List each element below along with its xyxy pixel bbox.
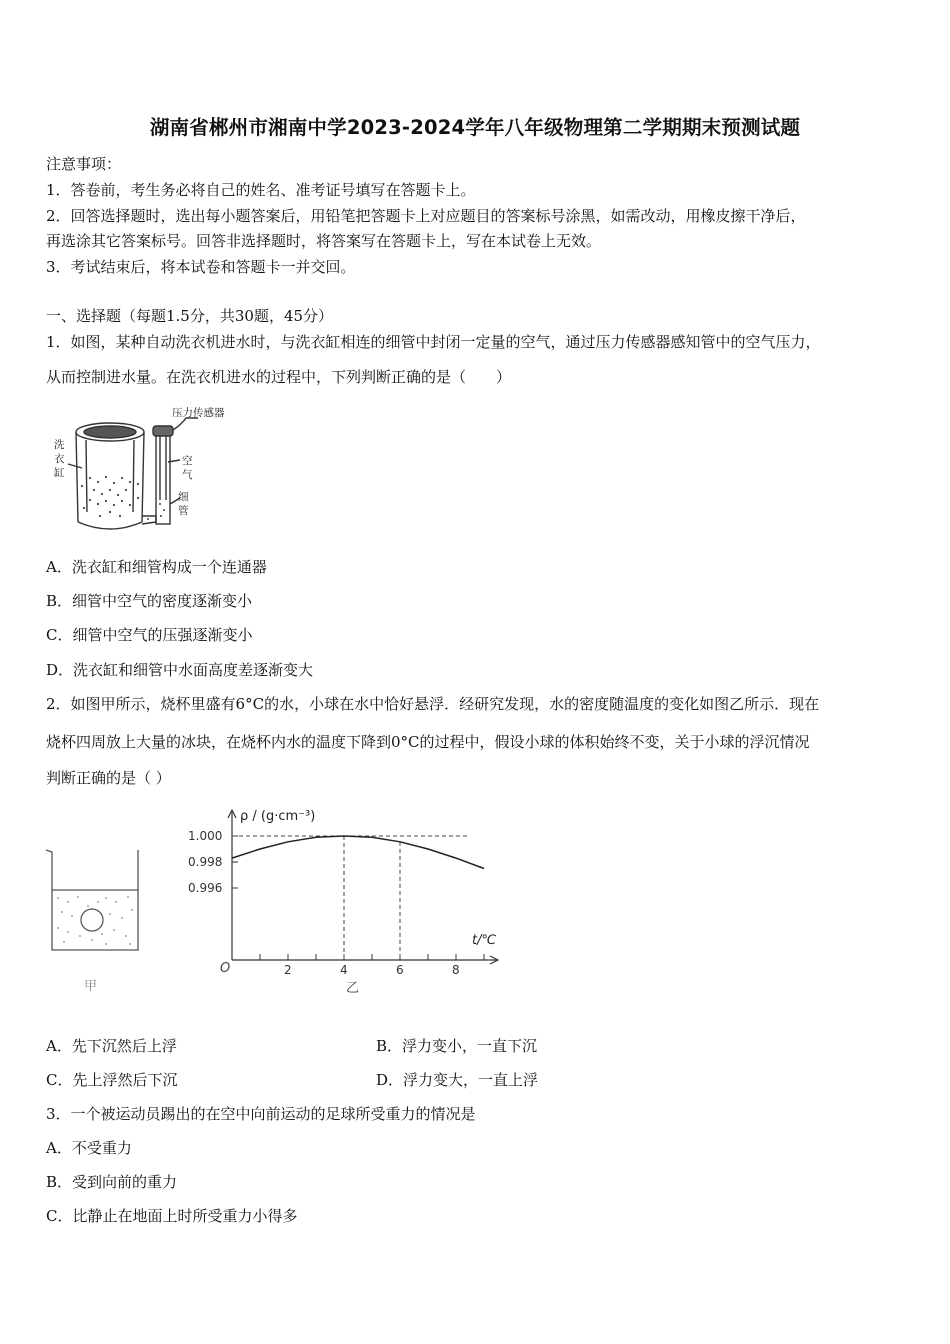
beaker-outline xyxy=(46,850,138,950)
label-tube-2: 管 xyxy=(178,505,189,517)
tub-lid xyxy=(84,426,136,438)
section-heading: 一、选择题（每题1.5分，共30题，45分） xyxy=(46,307,334,325)
notice-item-3: 3．考试结束后，将本试卷和答题卡一并交回。 xyxy=(46,258,356,276)
notice-item-1: 1．答卷前，考生务必将自己的姓名、准考证号填写在答题卡上。 xyxy=(46,181,476,199)
origin-label: O xyxy=(220,961,231,976)
label-tub-1: 洗 xyxy=(54,439,65,451)
q2-stem-line3: 判断正确的是（ ） xyxy=(46,769,171,787)
q2-option-b: B．浮力变小，一直下沉 xyxy=(376,1037,538,1055)
x-tick-label: 8 xyxy=(452,963,460,977)
y-axis-label: ρ / (g·cm⁻³) xyxy=(240,809,316,824)
label-yi: 乙 xyxy=(346,981,360,996)
q1-option-d: D．洗衣缸和细管中水面高度差逐渐变大 xyxy=(46,661,314,679)
y-tick-label: 0.996 xyxy=(188,881,223,895)
label-air-1: 空 xyxy=(182,455,193,467)
label-jia: 甲 xyxy=(84,979,98,994)
pressure-sensor-icon xyxy=(153,426,173,436)
page-title: 湖南省郴州市湘南中学2023-2024学年八年级物理第二学期期末预测试题 xyxy=(149,116,801,139)
q1-figure xyxy=(50,404,230,549)
q1-stem-line2: 从而控制进水量。在洗衣机进水的过程中，下列判断正确的是（ ） xyxy=(46,368,512,386)
q1-option-b: B．细管中空气的密度逐渐变小 xyxy=(46,592,253,610)
q2-option-d: D．浮力变大，一直上浮 xyxy=(376,1071,539,1089)
q3-option-a: A．不受重力 xyxy=(46,1139,132,1157)
q2-stem-line2: 烧杯四周放上大量的冰块，在烧杯内水的温度下降到0°C的过程中，假设小球的体积始终不变，关于小球的浮沉情况 xyxy=(46,733,810,751)
x-tick-label: 6 xyxy=(396,963,404,977)
y-tick-label: 0.998 xyxy=(188,855,223,869)
q1-option-c: C．细管中空气的压强逐渐变小 xyxy=(46,626,253,644)
density-chart xyxy=(180,800,510,1000)
suspended-ball xyxy=(81,909,103,931)
y-tick-label: 1.000 xyxy=(188,829,223,843)
q3-stem: 3．一个被运动员踢出的在空中向前运动的足球所受重力的情况是 xyxy=(46,1105,476,1123)
q1-option-a: A．洗衣缸和细管构成一个连通器 xyxy=(46,558,267,576)
thin-tube xyxy=(156,434,170,524)
notice-item-2: 2．回答选择题时，选出每小题答案后，用铅笔把答题卡上对应题目的答案标号涂黑，如需改动，用橡皮擦干净后， xyxy=(46,207,806,225)
label-tub-2: 衣 xyxy=(54,453,65,465)
x-tick-label: 2 xyxy=(284,963,292,977)
label-pressure-sensor: 压力传感器 xyxy=(172,407,225,419)
q3-option-b: B．受到向前的重力 xyxy=(46,1173,178,1191)
notice-item-2-cont: 再选涂其它答案标号。回答非选择题时，将答案写在答题卡上，写在本试卷上无效。 xyxy=(46,232,602,250)
q3-option-c: C．比静止在地面上时所受重力小得多 xyxy=(46,1207,298,1225)
density-curve xyxy=(232,836,484,869)
q2-option-a: A．先下沉然后上浮 xyxy=(46,1037,177,1055)
q1-stem-line1: 1．如图，某种自动洗衣机进水时，与洗衣缸相连的细管中封闭一定量的空气，通过压力传感器感知管中的空气压力， xyxy=(46,333,821,351)
label-tube-1: 细 xyxy=(178,491,189,503)
q2-stem-line1: 2．如图甲所示，烧杯里盛有6°C的水，小球在水中恰好悬浮．经研究发现，水的密度随温度的变化如图乙所示．现在 xyxy=(46,695,820,713)
label-tub-3: 缸 xyxy=(54,467,65,479)
x-tick-label: 4 xyxy=(340,963,348,977)
q2-option-c: C．先上浮然后下沉 xyxy=(46,1071,178,1089)
notice-heading: 注意事项： xyxy=(46,155,122,173)
q2-figure-jia xyxy=(44,840,144,996)
x-axis-label: t/℃ xyxy=(472,933,497,948)
label-air-2: 气 xyxy=(182,469,193,481)
